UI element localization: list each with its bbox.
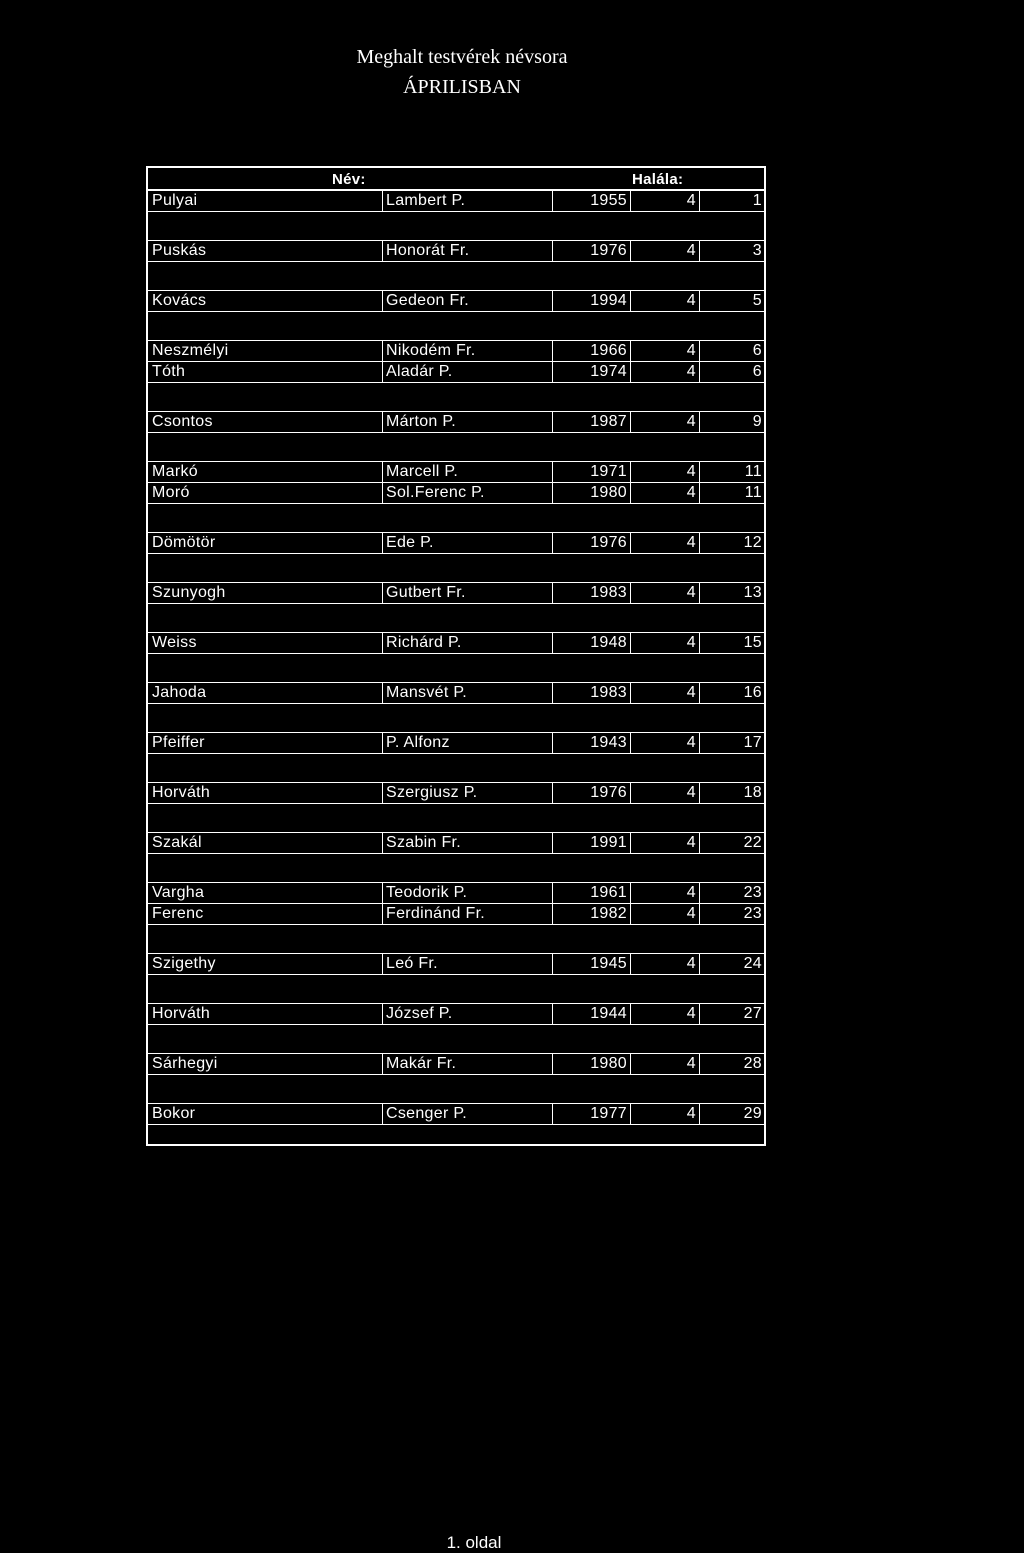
cell-first-name: Lambert P. [382, 191, 552, 211]
cell-month: 4 [630, 1054, 700, 1074]
table-row [146, 532, 766, 553]
cell-day: 5 [752, 292, 762, 309]
cell-last-name: Neszmélyi [152, 342, 229, 359]
cell-day: 18 [743, 784, 762, 801]
cell-month: 4 [630, 412, 700, 432]
cell-last-name: Sárhegyi [152, 1055, 218, 1072]
cell-last-name: Puskás [152, 242, 207, 259]
cell-day: 15 [743, 634, 762, 651]
cell-last-name: Moró [152, 484, 190, 501]
table-row [146, 482, 766, 503]
cell-month: 4 [630, 241, 700, 261]
header-name: Név: [332, 171, 366, 188]
cell-year: 1948 [552, 633, 631, 653]
cell-month: 4 [630, 1104, 700, 1124]
cell-year: 1980 [552, 483, 631, 503]
cell-day: 22 [743, 834, 762, 851]
cell-day: 16 [743, 684, 762, 701]
deceased-table [146, 166, 766, 1146]
cell-month: 4 [630, 291, 700, 311]
cell-month: 4 [630, 1004, 700, 1024]
cell-last-name: Dömötör [152, 534, 216, 551]
table-row [146, 1053, 766, 1074]
cell-month: 4 [630, 904, 700, 924]
row-spacer [146, 703, 766, 732]
cell-first-name: Sol.Ferenc P. [382, 483, 552, 503]
table-row [146, 190, 766, 211]
cell-month: 4 [630, 833, 700, 853]
table-bottom [146, 1124, 766, 1146]
row-spacer [146, 753, 766, 782]
row-spacer [146, 803, 766, 832]
cell-first-name: Gutbert Fr. [382, 583, 552, 603]
cell-day: 6 [752, 363, 762, 380]
cell-day: 11 [744, 484, 762, 501]
header-death: Halála: [632, 171, 684, 188]
cell-year: 1974 [552, 362, 631, 382]
cell-first-name: Szabin Fr. [382, 833, 552, 853]
cell-day: 29 [743, 1105, 762, 1122]
cell-month: 4 [630, 633, 700, 653]
cell-last-name: Kovács [152, 292, 207, 309]
cell-first-name: Honorát Fr. [382, 241, 552, 261]
cell-year: 1991 [552, 833, 631, 853]
cell-year: 1971 [552, 462, 631, 482]
cell-last-name: Weiss [152, 634, 197, 651]
cell-day: 3 [752, 242, 762, 259]
cell-first-name: Leó Fr. [382, 954, 552, 974]
row-spacer [146, 1074, 766, 1103]
cell-first-name: Ferdinánd Fr. [382, 904, 552, 924]
cell-first-name: Gedeon Fr. [382, 291, 552, 311]
table-row [146, 632, 766, 653]
cell-first-name: Márton P. [382, 412, 552, 432]
table-row [146, 782, 766, 803]
cell-month: 4 [630, 462, 700, 482]
cell-year: 1983 [552, 583, 631, 603]
cell-year: 1977 [552, 1104, 631, 1124]
cell-day: 6 [752, 342, 762, 359]
cell-day: 17 [743, 734, 762, 751]
table-row [146, 340, 766, 361]
cell-first-name: Richárd P. [382, 633, 552, 653]
row-spacer [146, 261, 766, 290]
cell-year: 1976 [552, 533, 631, 553]
cell-first-name: Nikodém Fr. [382, 341, 552, 361]
cell-last-name: Csontos [152, 413, 213, 430]
cell-month: 4 [630, 954, 700, 974]
row-spacer [146, 311, 766, 340]
page-subtitle: ÁPRILISBAN [403, 76, 521, 98]
row-spacer [146, 653, 766, 682]
cell-year: 1976 [552, 783, 631, 803]
table-row [146, 361, 766, 382]
row-spacer [146, 553, 766, 582]
row-spacer [146, 974, 766, 1003]
cell-month: 4 [630, 583, 700, 603]
cell-day: 28 [743, 1055, 762, 1072]
cell-first-name: Aladár P. [382, 362, 552, 382]
table-row [146, 732, 766, 753]
table-row [146, 461, 766, 482]
cell-month: 4 [630, 683, 700, 703]
cell-day: 11 [744, 463, 762, 480]
table-row [146, 682, 766, 703]
table-row [146, 953, 766, 974]
table-row [146, 832, 766, 853]
cell-month: 4 [630, 341, 700, 361]
cell-year: 1994 [552, 291, 631, 311]
cell-day: 23 [743, 905, 762, 922]
row-spacer [146, 432, 766, 461]
cell-last-name: Szakál [152, 834, 202, 851]
cell-first-name: Csenger P. [382, 1104, 552, 1124]
cell-day: 1 [752, 192, 762, 209]
table-row [146, 1103, 766, 1124]
table-body [146, 190, 766, 1124]
cell-first-name: Teodorik P. [382, 883, 552, 903]
cell-last-name: Bokor [152, 1105, 196, 1122]
table-row [146, 882, 766, 903]
cell-year: 1966 [552, 341, 631, 361]
cell-last-name: Markó [152, 463, 198, 480]
row-spacer [146, 382, 766, 411]
cell-last-name: Horváth [152, 1005, 211, 1022]
cell-last-name: Szigethy [152, 955, 216, 972]
cell-year: 1983 [552, 683, 631, 703]
table-header [146, 166, 766, 190]
cell-first-name: Makár Fr. [382, 1054, 552, 1074]
row-spacer [146, 603, 766, 632]
cell-year: 1955 [552, 191, 631, 211]
page-title: Meghalt testvérek névsora [356, 46, 568, 68]
cell-last-name: Horváth [152, 784, 211, 801]
cell-month: 4 [630, 191, 700, 211]
table-row [146, 240, 766, 261]
cell-year: 1976 [552, 241, 631, 261]
table-row [146, 1003, 766, 1024]
cell-year: 1987 [552, 412, 631, 432]
table-row [146, 290, 766, 311]
cell-last-name: Ferenc [152, 905, 204, 922]
row-spacer [146, 211, 766, 240]
cell-day: 13 [743, 584, 762, 601]
table-row [146, 582, 766, 603]
cell-year: 1982 [552, 904, 631, 924]
cell-day: 23 [743, 884, 762, 901]
row-spacer [146, 1024, 766, 1053]
cell-first-name: Szergiusz P. [382, 783, 552, 803]
cell-year: 1980 [552, 1054, 631, 1074]
table-row [146, 903, 766, 924]
cell-month: 4 [630, 483, 700, 503]
cell-day: 24 [743, 955, 762, 972]
cell-last-name: Szunyogh [152, 584, 226, 601]
cell-day: 27 [743, 1005, 762, 1022]
cell-day: 12 [743, 534, 762, 551]
cell-month: 4 [630, 362, 700, 382]
cell-year: 1961 [552, 883, 631, 903]
cell-month: 4 [630, 883, 700, 903]
row-spacer [146, 503, 766, 532]
row-spacer [146, 853, 766, 882]
page-number: 1. oldal [446, 1533, 502, 1552]
cell-last-name: Jahoda [152, 684, 207, 701]
cell-first-name: Marcell P. [382, 462, 552, 482]
cell-day: 9 [752, 413, 762, 430]
cell-year: 1944 [552, 1004, 631, 1024]
cell-first-name: Ede P. [382, 533, 552, 553]
cell-last-name: Vargha [152, 884, 205, 901]
cell-month: 4 [630, 783, 700, 803]
cell-first-name: József P. [382, 1004, 552, 1024]
table-row [146, 411, 766, 432]
row-spacer [146, 924, 766, 953]
cell-last-name: Pulyai [152, 192, 198, 209]
cell-last-name: Pfeiffer [152, 734, 205, 751]
cell-last-name: Tóth [152, 363, 186, 380]
cell-month: 4 [630, 733, 700, 753]
cell-year: 1945 [552, 954, 631, 974]
cell-first-name: P. Alfonz [382, 733, 552, 753]
cell-year: 1943 [552, 733, 631, 753]
cell-month: 4 [630, 533, 700, 553]
cell-first-name: Mansvét P. [382, 683, 552, 703]
